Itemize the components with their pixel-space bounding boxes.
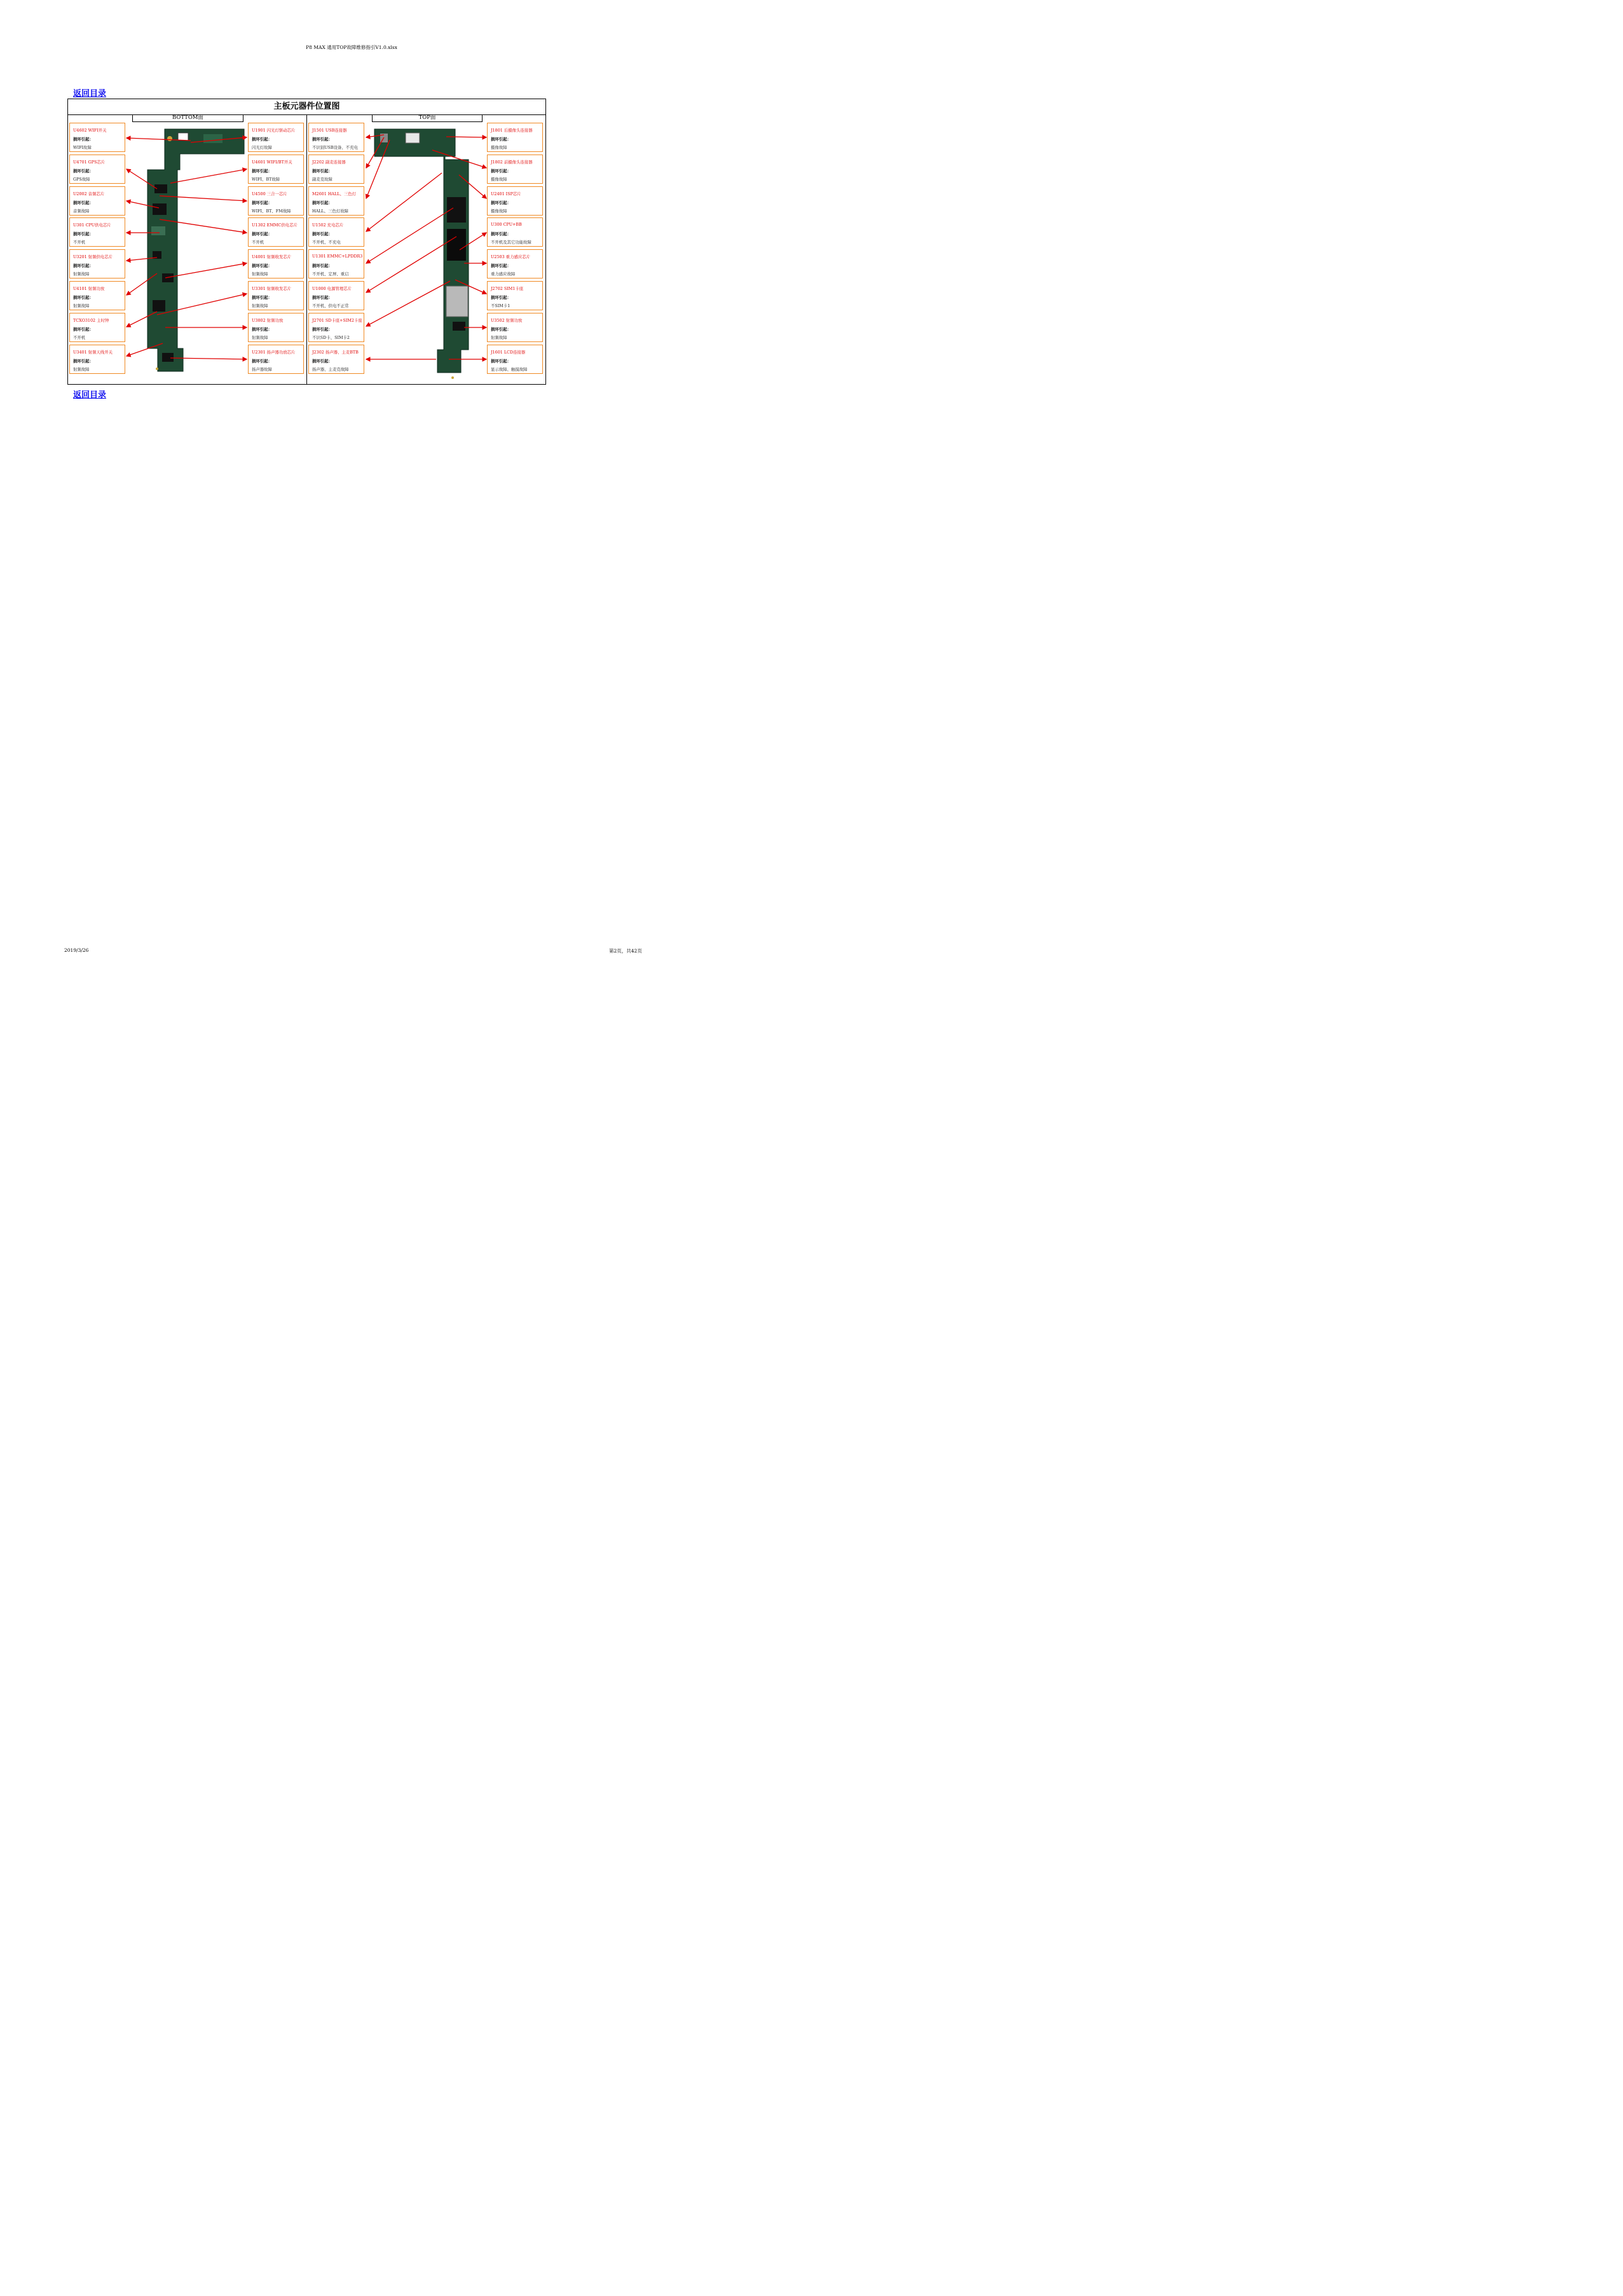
component-name: U4500 三合一芯片 bbox=[252, 191, 287, 196]
component-callout bbox=[248, 217, 304, 247]
component-callout bbox=[487, 281, 543, 310]
component-symptom: WIFI故障 bbox=[73, 145, 92, 150]
cause-label: 损坏引起： bbox=[252, 137, 272, 142]
pointer-arrows bbox=[127, 135, 486, 359]
component-callout bbox=[248, 186, 304, 216]
component-callout bbox=[487, 345, 543, 374]
component-symptom: 射频故障 bbox=[252, 334, 268, 340]
component-name: U4701 GPS芯片 bbox=[73, 159, 106, 165]
back-to-contents-link-bottom[interactable]: 返回目录 bbox=[73, 390, 107, 400]
component-name: U4601 WIFI/BT开关 bbox=[252, 159, 292, 165]
component-name: J2202 副麦连接器 bbox=[312, 159, 346, 165]
component-name: J1801 后摄像头连接器 bbox=[491, 128, 533, 133]
component-symptom: 闪光灯故障 bbox=[252, 145, 272, 150]
component-name: J1802 前摄像头连接器 bbox=[491, 159, 533, 165]
footer-page-number: 第2页，共42页 bbox=[609, 948, 642, 954]
cause-label: 损坏引起： bbox=[252, 231, 272, 237]
component-name: U1000 电源管理芯片 bbox=[312, 286, 352, 291]
component-callout bbox=[487, 123, 543, 152]
component-callout bbox=[69, 345, 125, 374]
bottom-board-image bbox=[147, 129, 244, 371]
cause-label: 损坏引起： bbox=[252, 326, 272, 332]
cause-label: 损坏引起： bbox=[312, 326, 332, 332]
component-symptom: 射频故障 bbox=[73, 272, 90, 277]
component-callout bbox=[248, 249, 304, 278]
component-name: U3401 射频天线开关 bbox=[73, 349, 113, 355]
component-name: U4101 射频功放 bbox=[73, 286, 105, 291]
component-name: J2701 SD卡座+SIM2卡座 bbox=[312, 317, 362, 323]
component-callout bbox=[487, 155, 543, 184]
component-callout bbox=[69, 123, 125, 152]
component-callout bbox=[248, 123, 304, 152]
cause-label: 损坏引起： bbox=[252, 358, 272, 364]
component-name: U3802 射频功放 bbox=[252, 317, 284, 323]
cause-label: 损坏引起： bbox=[312, 295, 332, 300]
cause-label: 损坏引起： bbox=[312, 137, 332, 142]
component-symptom: 不SIM卡1 bbox=[491, 303, 510, 308]
cause-label: 损坏引起： bbox=[491, 168, 511, 174]
cause-label: 损坏引起： bbox=[73, 263, 93, 269]
component-callout bbox=[308, 217, 364, 247]
cause-label: 损坏引起： bbox=[252, 295, 272, 300]
component-symptom: 摄像故障 bbox=[491, 176, 507, 182]
component-symptom: 摄像故障 bbox=[491, 208, 507, 214]
cause-label: 损坏引起： bbox=[312, 358, 332, 364]
component-callout bbox=[487, 186, 543, 216]
component-symptom: WIFI、BT、FM故障 bbox=[252, 208, 291, 214]
component-callout bbox=[69, 186, 125, 216]
component-symptom: HALL、三色灯故障 bbox=[312, 208, 349, 214]
component-callout bbox=[69, 249, 125, 278]
component-symptom: 射频故障 bbox=[252, 303, 268, 308]
component-name: U1502 充电芯片 bbox=[312, 223, 344, 228]
cause-label: 损坏引起： bbox=[73, 231, 93, 237]
cause-label: 损坏引起： bbox=[491, 200, 511, 205]
component-name: U2503 重力感应芯片 bbox=[491, 254, 531, 260]
component-callout bbox=[248, 281, 304, 310]
component-callout bbox=[248, 345, 304, 374]
component-symptom: WIFI、BT故障 bbox=[252, 176, 280, 182]
component-symptom: 显示故障、触摸故障 bbox=[491, 366, 528, 372]
component-symptom: 射频故障 bbox=[491, 334, 507, 340]
component-symptom: 不识别USB设备、不充电 bbox=[312, 145, 358, 150]
component-name: TCXO3102 主时钟 bbox=[73, 317, 109, 323]
component-symptom: 不开机、不充电 bbox=[312, 240, 341, 245]
component-name: J2702 SIM1卡座 bbox=[491, 286, 524, 291]
component-name: J1501 USB连接器 bbox=[312, 128, 347, 133]
component-callout bbox=[487, 249, 543, 278]
component-callout bbox=[487, 217, 543, 247]
component-symptom: 射频故障 bbox=[252, 272, 268, 277]
component-name: U1302 EMMC供电芯片 bbox=[252, 223, 298, 228]
component-symptom: 不开机、供电不正常 bbox=[312, 303, 349, 308]
component-callout bbox=[308, 123, 364, 152]
cause-label: 损坏引起： bbox=[491, 263, 511, 269]
component-name: U3301 射频收发芯片 bbox=[252, 286, 292, 291]
cause-label: 损坏引起： bbox=[491, 295, 511, 300]
component-symptom: 不开机、定屏、重启 bbox=[312, 272, 349, 277]
component-callout bbox=[69, 281, 125, 310]
component-callout bbox=[69, 313, 125, 342]
component-name: U2301 扬声器功放芯片 bbox=[252, 349, 296, 355]
component-symptom: GPS故障 bbox=[73, 176, 90, 182]
cause-label: 损坏引起： bbox=[312, 263, 332, 269]
component-callout bbox=[248, 155, 304, 184]
component-symptom: 扬声器故障 bbox=[252, 366, 272, 372]
component-symptom: 副麦克故障 bbox=[312, 176, 332, 182]
component-symptom: 射频故障 bbox=[73, 303, 90, 308]
component-callout bbox=[308, 313, 364, 342]
component-name: U2002 音频芯片 bbox=[73, 191, 105, 196]
top-side-label: TOP面 bbox=[372, 114, 483, 122]
component-name: U3201 射频供电芯片 bbox=[73, 254, 113, 260]
cause-label: 损坏引起： bbox=[73, 200, 93, 205]
component-symptom: 重力感应故障 bbox=[491, 272, 516, 277]
component-name: U300 CPU+BB bbox=[491, 222, 522, 228]
component-name: U3502 射频功放 bbox=[491, 317, 523, 323]
cause-label: 损坏引起： bbox=[73, 168, 93, 174]
cause-label: 损坏引起： bbox=[252, 168, 272, 174]
bottom-side-label: BOTTOM面 bbox=[132, 114, 243, 122]
component-name: M2601 HALL、三色灯 bbox=[312, 191, 357, 196]
component-name: U301 CPU供电芯片 bbox=[73, 223, 111, 228]
cause-label: 损坏引起： bbox=[491, 137, 511, 142]
component-callout bbox=[308, 155, 364, 184]
component-name: U1901 闪光灯驱动芯片 bbox=[252, 128, 296, 133]
cause-label: 损坏引起： bbox=[312, 200, 332, 205]
component-callout bbox=[487, 313, 543, 342]
component-name: U4001 射频收发芯片 bbox=[252, 254, 292, 260]
cause-label: 损坏引起： bbox=[73, 137, 93, 142]
cause-label: 损坏引起： bbox=[491, 358, 511, 364]
cause-label: 损坏引起： bbox=[312, 168, 332, 174]
cause-label: 损坏引起： bbox=[73, 295, 93, 300]
component-callout bbox=[308, 281, 364, 310]
cause-label: 损坏引起： bbox=[252, 200, 272, 205]
cause-label: 损坏引起： bbox=[312, 231, 332, 237]
component-symptom: 不识SD卡、SIM卡2 bbox=[312, 334, 350, 340]
cause-label: 损坏引起： bbox=[252, 263, 272, 269]
component-callout bbox=[308, 249, 364, 278]
component-callout bbox=[248, 313, 304, 342]
top-board-image bbox=[374, 129, 469, 379]
component-name: U1301 EMMC+LPDDR3 bbox=[312, 254, 363, 259]
diagram-title: 主板元器件位置图 bbox=[68, 99, 545, 115]
component-name: U2401 ISP芯片 bbox=[491, 191, 521, 196]
component-symptom: 不开机 bbox=[73, 240, 86, 245]
back-to-contents-link-top[interactable]: 返回目录 bbox=[73, 89, 107, 99]
cause-label: 损坏引起： bbox=[73, 358, 93, 364]
component-name: J2302 扬声器、主麦BTB bbox=[312, 349, 359, 355]
document-header: P8 MAX 通用TOP故障维修指引V1.0.xlsx bbox=[306, 45, 397, 50]
component-symptom: 扬声器、主麦克故障 bbox=[312, 366, 349, 372]
cause-label: 损坏引起： bbox=[491, 231, 511, 237]
component-symptom: 音频故障 bbox=[73, 208, 90, 214]
component-symptom: 不开机 bbox=[252, 240, 264, 245]
component-symptom: 不开机及其它功能故障 bbox=[491, 240, 531, 245]
component-symptom: 不开机 bbox=[73, 334, 86, 340]
component-callout bbox=[69, 155, 125, 184]
component-symptom: 射频故障 bbox=[73, 366, 90, 372]
component-callout bbox=[69, 217, 125, 247]
footer-date: 2019/3/26 bbox=[64, 947, 89, 953]
component-name: U4602 WIFI开关 bbox=[73, 128, 107, 133]
component-symptom: 摄像故障 bbox=[491, 145, 507, 150]
cause-label: 损坏引起： bbox=[73, 326, 93, 332]
component-name: J1601 LCD连接器 bbox=[491, 349, 526, 355]
cause-label: 损坏引起： bbox=[491, 326, 511, 332]
component-callout bbox=[308, 345, 364, 374]
component-callout bbox=[308, 186, 364, 216]
